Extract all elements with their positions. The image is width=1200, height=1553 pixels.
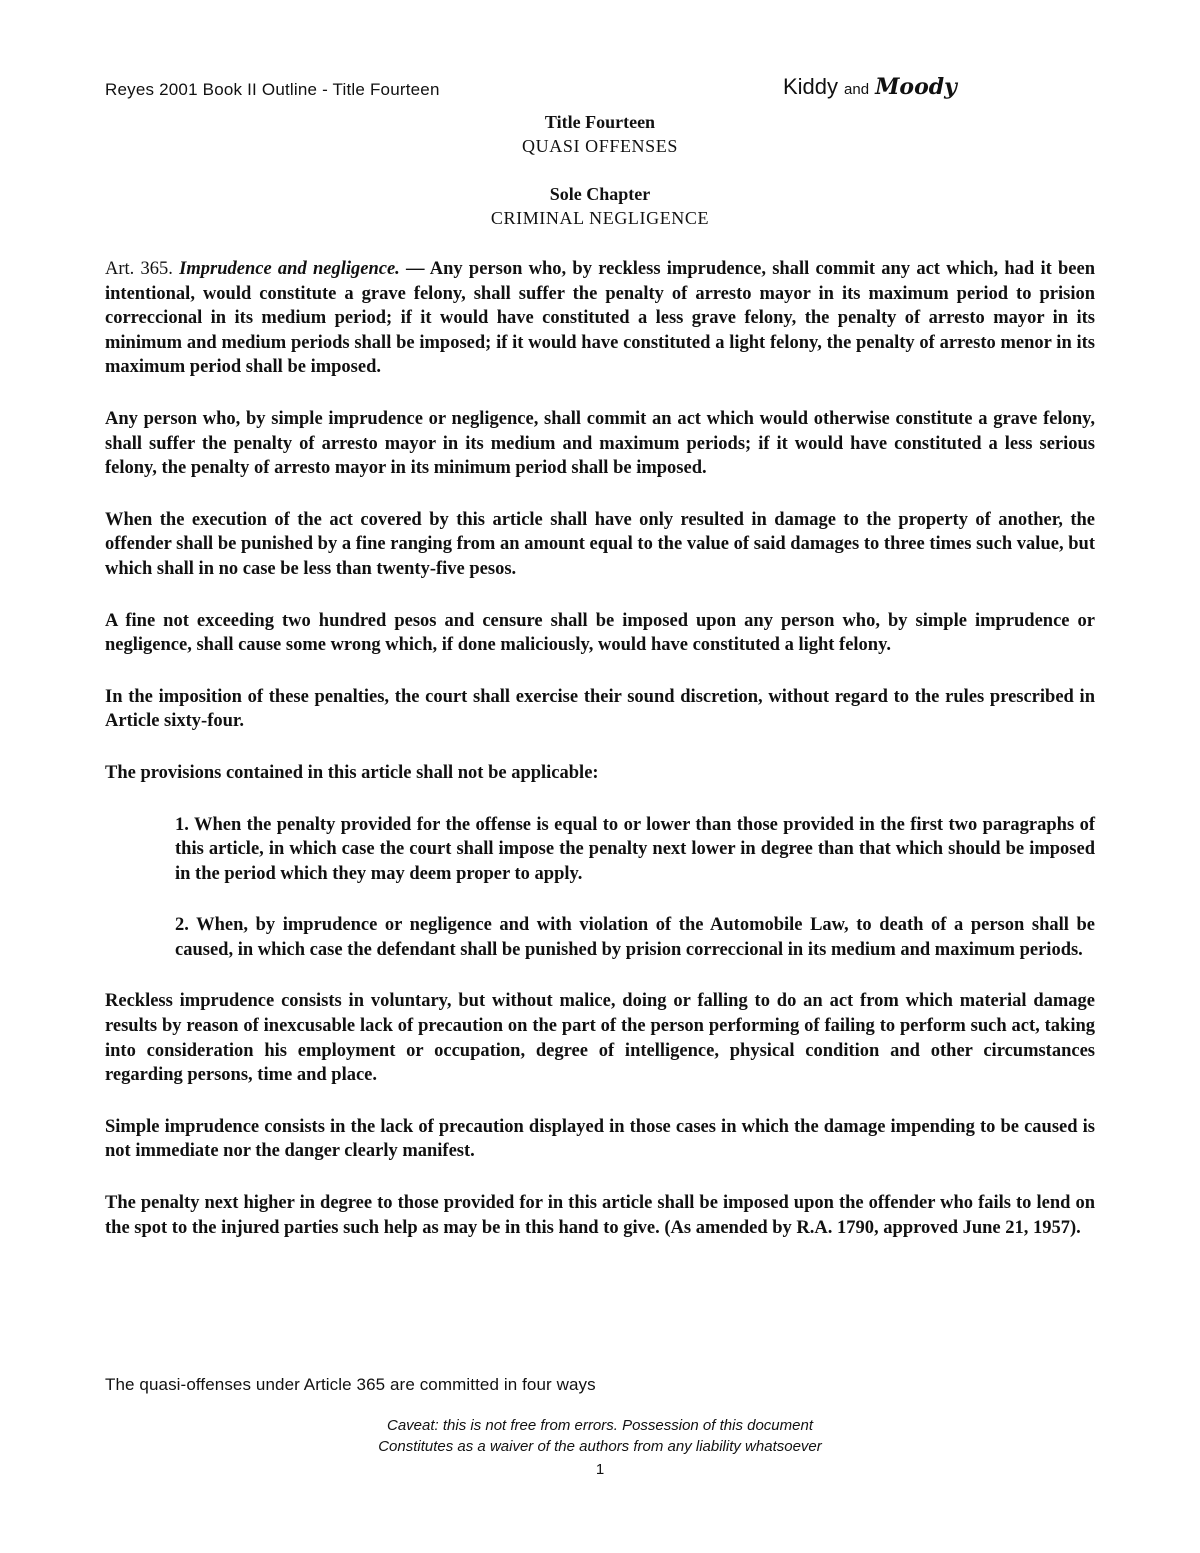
chapter-line: Sole Chapter [549,184,651,204]
exception-item-2: 2. When, by imprudence or negligence and with violation of the Automobile Law, to death of a person shall be caused, in which case the defendant shall be punished by prision correccional in its medium and maximum periods. [175,915,1095,960]
header-document-title: Reyes 2001 Book II Outline - Title Fourteen [105,80,440,99]
article-paragraph-1 [105,257,1095,380]
title-subject: QUASI OFFENSES [522,136,678,156]
article-paragraph-6: The provisions contained in this article shall not be applicable: [105,762,599,783]
article-paragraph-7: Reckless imprudence consists in voluntary, but without malice, doing or falling to do an act from which material damage results by reason of inexcusable lack of precaution on the part of the person performing of failing to perform such act, taking into consideration his employment or occupation, degree of intelligence, physical condition and other circumstances regarding persons, time and place. [105,991,1095,1086]
page-number: 1 [595,1461,605,1478]
title-line: Title Fourteen [544,112,656,132]
article-paragraph-9: The penalty next higher in degree to those provided for in this article shall be imposed upon the offender who fails to lend on the spot to the injured parties such help as may be in this hand to give. (As amended by R.A. 1790, approved June 21, 1957). [105,1193,1095,1238]
article-title: Imprudence and negligence. [179,259,400,279]
chapter-heading [0,182,1200,230]
brand-and: and [844,81,870,98]
article-paragraph-5: In the imposition of these penalties, the court shall exercise their sound discretion, without regard to the rules prescribed in Article sixty-four. [105,686,1095,732]
article-paragraph-3: When the execution of the act covered by this article shall have only resulted in damage to the property of another, the offender shall be punished by a fine ranging from an amount equal to the value of said damages to three times such value, but which shall in no case be less than twenty-five pesos. [105,509,1095,579]
running-header [105,74,1105,108]
brand-moody-logo: Moody [875,74,957,100]
brand-kiddy: Kiddy [783,74,839,99]
header-brand [783,74,957,100]
footer-line-2: Constitutes as a waiver of the authors from any liability whatsoever [378,1438,822,1455]
chapter-name: CRIMINAL NEGLIGENCE [490,208,710,228]
title-heading [0,110,1200,158]
article-dash: — [399,259,430,279]
footer-line-1: Caveat: this is not free from errors. Possession of this document [386,1417,813,1434]
closing-line: The quasi-offenses under Article 365 are committed in four ways [105,1375,596,1394]
exception-item-1: 1. When the penalty provided for the offense is equal to or lower than those provided in the first two paragraphs of this article, in which case the court shall impose the penalty next lower in degree than that which should be imposed in the period which they may deem proper to apply. [175,814,1095,884]
article-paragraph-4: A fine not exceeding two hundred pesos and censure shall be imposed upon any person who, by simple imprudence or negligence, shall cause some wrong which, if done maliciously, would have constituted a light felony. [105,610,1095,656]
article-paragraph-1-text: Any person who, by reckless imprudence, shall commit any act which, had it been intentional, would constitute a grave felony, shall suffer the penalty of arresto mayor in its maximum period to prision correccional in its medium period; if it would have constituted a less grave felony, the penalty of arresto mayor in its minimum and medium periods shall be imposed; if it would have constituted a light felony, the penalty of arresto menor in its maximum period shall be imposed. [105,259,1095,378]
article-paragraph-8: Simple imprudence consists in the lack of precaution displayed in those cases in which the damage impending to be caused is not immediate nor the danger clearly manifest. [105,1116,1095,1162]
article-body [105,257,1095,1267]
article-number: Art. 365. [105,259,173,279]
footer-caveat [0,1415,1200,1457]
article-paragraph-2: Any person who, by simple imprudence or negligence, shall commit an act which would otherwise constitute a grave felony, shall suffer the penalty of arresto mayor in its medium and maximum periods; if it would have constituted a less serious felony, the penalty of arresto mayor in its minimum period shall be imposed. [105,408,1095,479]
